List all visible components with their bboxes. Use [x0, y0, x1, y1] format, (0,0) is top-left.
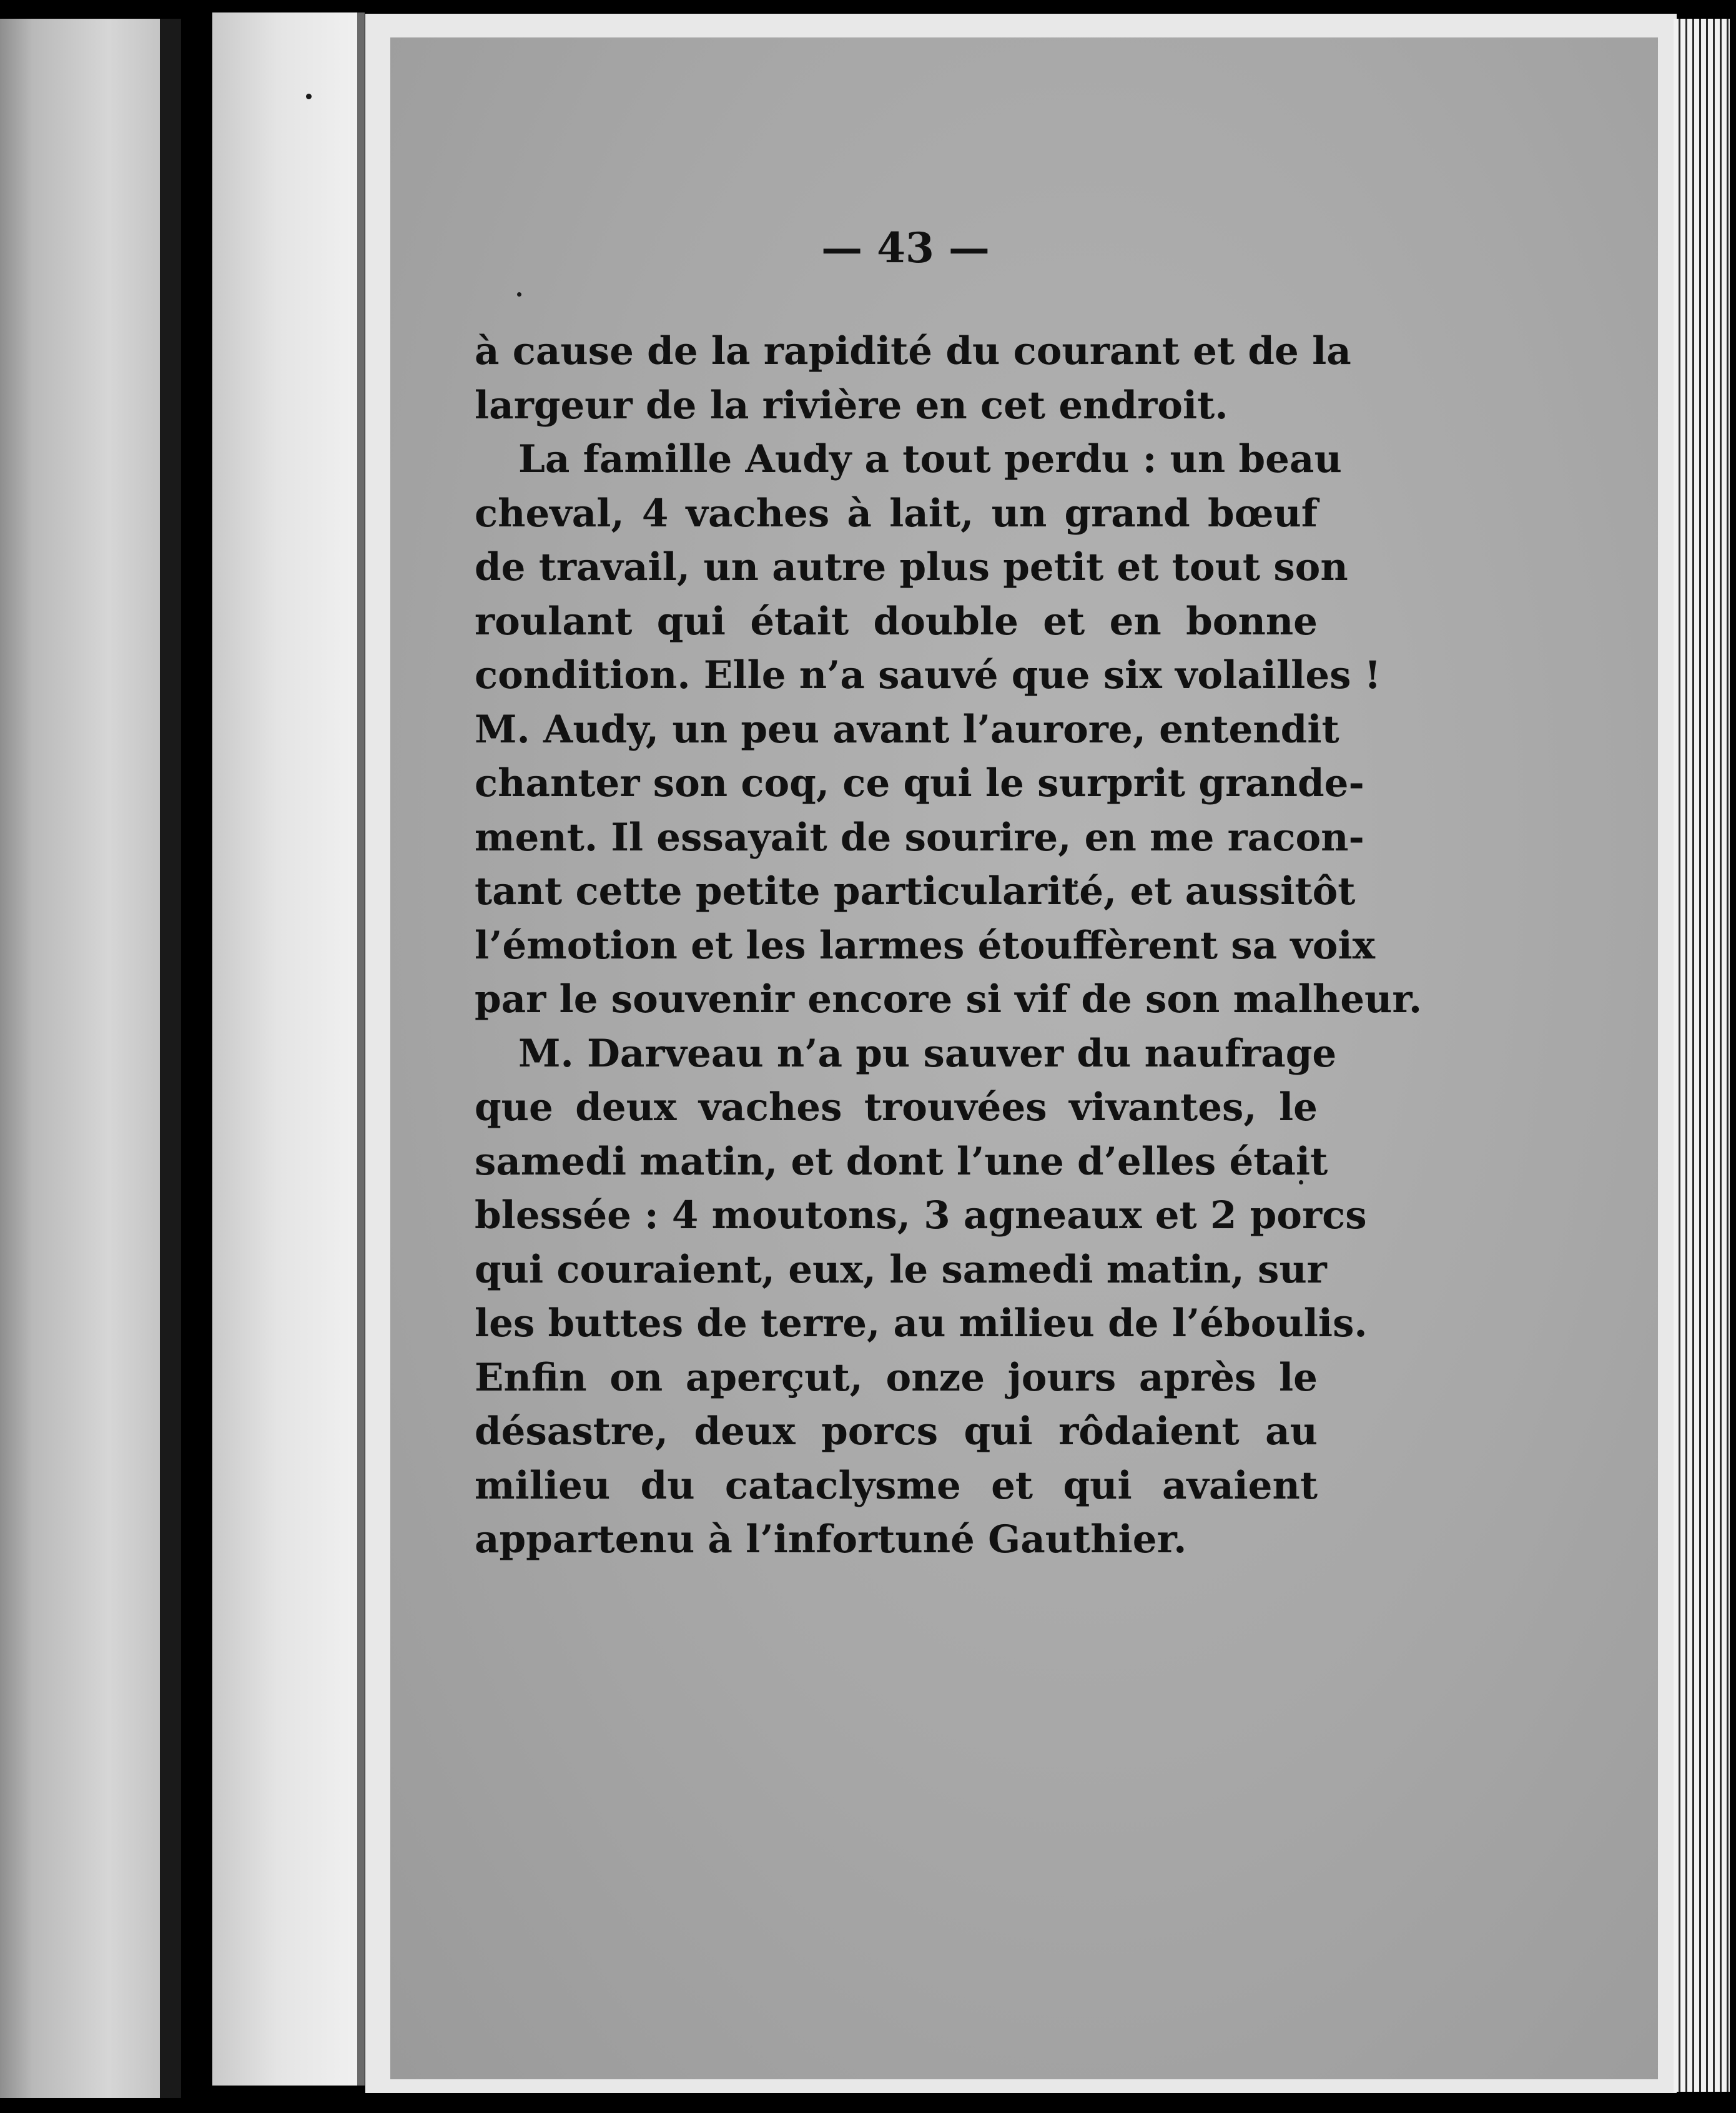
text-line: blessée : 4 moutons, 3 agneaux et 2 porcs: [475, 1193, 1367, 1238]
text-line: par le souvenir encore si vif de son malheur.: [475, 977, 1423, 1022]
scan-speck: [517, 292, 521, 297]
page-number: — 43 —: [821, 224, 990, 272]
left-page-edge: [0, 19, 181, 2098]
text-line: roulant qui était double et en bonne: [475, 599, 1318, 644]
text-line: cheval, 4 vaches à lait, un grand bœuf: [475, 491, 1318, 536]
text-line: appartenu à l’infortuné Gauthier.: [475, 1517, 1187, 1562]
text-line: qui couraient, eux, le samedi matin, sur: [475, 1247, 1327, 1292]
body-text: [475, 325, 1423, 1567]
text-line: que deux vaches trouvées vivantes, le: [475, 1085, 1318, 1130]
text-line: M. Audy, un peu avant l’aurore, entendit: [475, 707, 1339, 752]
text-line: La famille Audy a tout perdu : un beau: [518, 437, 1342, 481]
text-line: de travail, un autre plus petit et tout son: [475, 545, 1348, 589]
text-line: condition. Elle n’a sauvé que six volailles !: [475, 653, 1381, 697]
text-line: Enfin on aperçut, onze jours après le: [475, 1355, 1318, 1400]
text-line: les buttes de terre, au milieu de l’éboulis.: [475, 1301, 1368, 1346]
text-line: largeur de la rivière en cet endroit.: [475, 383, 1228, 428]
text-line: tant cette petite particularité, et aussitôt: [475, 869, 1356, 914]
text-line: samedi matin, et dont l’une d’elles était: [475, 1139, 1328, 1184]
scan-speck: [306, 94, 312, 99]
text-line: l’émotion et les larmes étouffèrent sa voix: [475, 923, 1376, 968]
text-line: désastre, deux porcs qui rôdaient au: [475, 1409, 1318, 1454]
gutter-strip: [212, 12, 357, 2086]
text-line: milieu du cataclysme et qui avaient: [475, 1463, 1318, 1508]
text-line: M. Darveau n’a pu sauver du naufrage: [518, 1031, 1337, 1076]
text-line: ment. Il essayait de sourire, en me racon-: [475, 815, 1364, 860]
page-edges: [1674, 19, 1730, 2092]
text-line: à cause de la rapidité du courant et de la: [475, 329, 1351, 373]
text-line: chanter son coq, ce qui le surprit grande-: [475, 761, 1364, 805]
